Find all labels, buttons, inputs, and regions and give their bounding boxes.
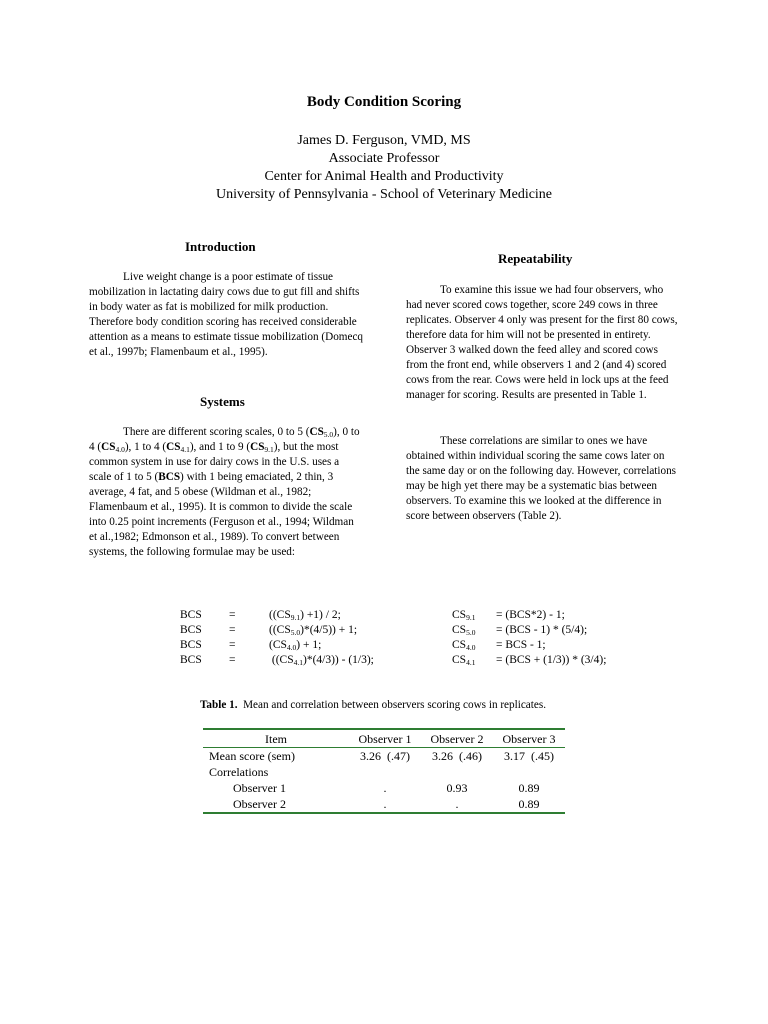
formula-row <box>452 638 652 653</box>
cs-term: CS <box>250 441 265 453</box>
bcs-term: BCS <box>158 471 181 483</box>
cs-term: CS <box>309 426 324 438</box>
table-cell: Observer 2 <box>233 797 286 811</box>
repeatability-text-2: These correlations are similar to ones we have obtained within individual scoring the same cows later on the same day or on the following day. However, correlations may be high yet there may be a systematic bias between observers. To examine this we looked at the difference in score between observers (Table 2). <box>406 435 677 522</box>
formula-lhs <box>452 623 475 638</box>
formula-rhs <box>269 638 321 653</box>
formulas-left <box>180 608 420 668</box>
cs-term: CS <box>166 441 181 453</box>
formula-row <box>180 638 420 653</box>
table-cell: Correlations <box>209 765 269 779</box>
table-cell: 0.93 <box>446 781 468 795</box>
formula-post: )*(4/5)) + 1; <box>300 624 358 636</box>
results-table <box>203 728 565 814</box>
systems-text-5: ), but the most common system in use for dairy cows in the U.S. uses a scale of 1 to 5 ( <box>89 441 340 483</box>
author-position: Associate Professor <box>328 151 440 166</box>
formula-lhs: BCS <box>180 609 202 621</box>
formula-sub: 9.1 <box>466 613 476 622</box>
cs-subscript: 4.0 <box>115 445 125 454</box>
formula-pre: (CS <box>269 639 287 651</box>
systems-paragraph <box>89 425 364 560</box>
formula-rhs: = (BCS*2) - 1; <box>496 609 565 621</box>
formula-cs: CS <box>452 654 467 666</box>
table-cell <box>349 764 421 780</box>
systems-text-4: ), and 1 to 9 ( <box>189 441 251 453</box>
table-cell: Observer 1 <box>233 781 286 795</box>
cs-subscript: 9.1 <box>264 445 274 454</box>
formula-cs: CS <box>452 624 467 636</box>
table-header-cell: Observer 3 <box>502 732 556 746</box>
formula-row <box>180 653 420 668</box>
formula-equals: = <box>229 624 236 636</box>
author-center: Center for Animal Health and Productivity <box>264 169 504 184</box>
formula-rhs <box>269 653 374 668</box>
formula-sub: 4.1 <box>466 658 476 667</box>
formula-lhs <box>452 638 475 653</box>
systems-text-1: There are different scoring scales, 0 to 5 ( <box>123 426 310 438</box>
formula-sub: 4.0 <box>466 643 476 652</box>
formula-row <box>180 623 420 638</box>
table-row <box>203 796 565 813</box>
formula-sub: 4.1 <box>293 658 303 667</box>
introduction-text: Live weight change is a poor estimate of tissue mobilization in lactating dairy cows due to gut fill and shifts in body water as fat is mobilized for milk production. Therefore body condition scoring has received considerable attention as a means to estimate tissue mobilization (Domecq et al., 1997b; Flamenbaum et al., 1995). <box>89 271 364 358</box>
formula-post: ) +1) / 2; <box>300 609 341 621</box>
formula-pre: ((CS <box>269 609 291 621</box>
formula-sub: 5.0 <box>290 628 301 637</box>
repeatability-heading: Repeatability <box>498 251 573 266</box>
formula-lhs: BCS <box>180 654 202 666</box>
formula-rhs <box>269 608 341 623</box>
systems-text-3: ), 1 to 4 ( <box>124 441 167 453</box>
formula-row <box>452 653 652 668</box>
table-cell: . <box>383 781 387 795</box>
author-name: James D. Ferguson, VMD, MS <box>297 133 471 148</box>
cs-subscript: 4.1 <box>180 445 190 454</box>
formula-equals: = <box>229 654 236 666</box>
table-cell: 3.26 (.47) <box>360 749 410 763</box>
formula-row <box>452 608 652 623</box>
table-cell: 3.17 (.45) <box>504 749 554 763</box>
table-header-cell: Observer 2 <box>430 732 484 746</box>
formula-sub: 4.0 <box>286 643 297 652</box>
formulas-right <box>452 608 652 668</box>
table-cell: . <box>383 797 387 811</box>
formula-pre: ((CS <box>269 624 291 636</box>
formula-equals: = <box>229 639 236 651</box>
table-row <box>203 748 565 765</box>
systems-heading: Systems <box>200 394 245 409</box>
table-row <box>203 780 565 796</box>
table-caption <box>200 699 546 711</box>
formula-rhs: = BCS - 1; <box>496 639 546 651</box>
table-cell <box>493 764 565 780</box>
formula-cs: CS <box>452 609 467 621</box>
table-cell: Mean score (sem) <box>209 749 295 763</box>
formula-post: ) + 1; <box>296 639 322 651</box>
formula-rhs <box>269 623 357 638</box>
table-caption-text: Mean and correlation between observers scoring cows in replicates. <box>243 699 546 711</box>
table-cell: 3.26 (.46) <box>432 749 482 763</box>
introduction-heading: Introduction <box>185 239 256 254</box>
formula-rhs: = (BCS + (1/3)) * (3/4); <box>496 654 607 666</box>
formula-sub: 5.0 <box>466 628 476 637</box>
table-row <box>203 764 565 780</box>
table-cell: 0.89 <box>518 797 540 811</box>
cs-subscript: 5.0 <box>323 430 334 439</box>
table-caption-label: Table 1. <box>200 699 238 711</box>
table-cell <box>421 764 493 780</box>
cs-term: CS <box>101 441 116 453</box>
table-cell: 0.89 <box>518 781 540 795</box>
table-header-cell: Observer 1 <box>358 732 412 746</box>
table-cell: . <box>455 797 459 811</box>
formula-cs: CS <box>452 639 467 651</box>
author-university: University of Pennsylvania - School of Veterinary Medicine <box>215 187 553 202</box>
table-header-row <box>203 729 565 748</box>
repeatability-paragraph-1 <box>406 283 678 403</box>
formula-lhs: BCS <box>180 624 202 636</box>
repeatability-text-1: To examine this issue we had four observers, who had never scored cows together, score 249 cows in three replicates. Observer 4 only was present for the first 80 cows, therefore data for him will not be presented in entirety. Observer 3 walked down the feed alley and scored cows from the front end, while observers 1 and 2 (and 4) scored cows from the rear. Cows were held in lock ups at the feed manager for scoring. Results are presented in Table 1. <box>406 284 678 401</box>
formula-lhs <box>452 653 475 668</box>
formula-post: )*(4/3)) - (1/3); <box>302 654 374 666</box>
table-header-cell: Item <box>265 732 287 746</box>
formula-rhs: = (BCS - 1) * (5/4); <box>496 624 588 636</box>
formula-lhs: BCS <box>180 639 202 651</box>
introduction-paragraph <box>89 270 364 360</box>
formula-lhs <box>452 608 475 623</box>
formula-equals: = <box>229 609 236 621</box>
author-block <box>0 132 768 204</box>
systems-text-2: ), 0 to 4 ( <box>89 426 360 453</box>
paper-title: Body Condition Scoring <box>306 94 462 110</box>
formula-row <box>452 623 652 638</box>
formula-row <box>180 608 420 623</box>
formula-pre: ((CS <box>269 654 294 666</box>
formula-sub: 9.1 <box>290 613 301 622</box>
repeatability-paragraph-2 <box>406 434 678 524</box>
systems-text-6: ) with 1 being emaciated, 2 thin, 3 average, 4 fat, and 5 obese (Wildman et al., 1982; Flamenbaum et al., 1995). It is common to divide the scale into 0.25 point increments (Ferguson et al., 1994; Wildman et al.,1982; Edmonson et al., 1989). To convert between systems, the following formulae may be used: <box>89 471 354 558</box>
